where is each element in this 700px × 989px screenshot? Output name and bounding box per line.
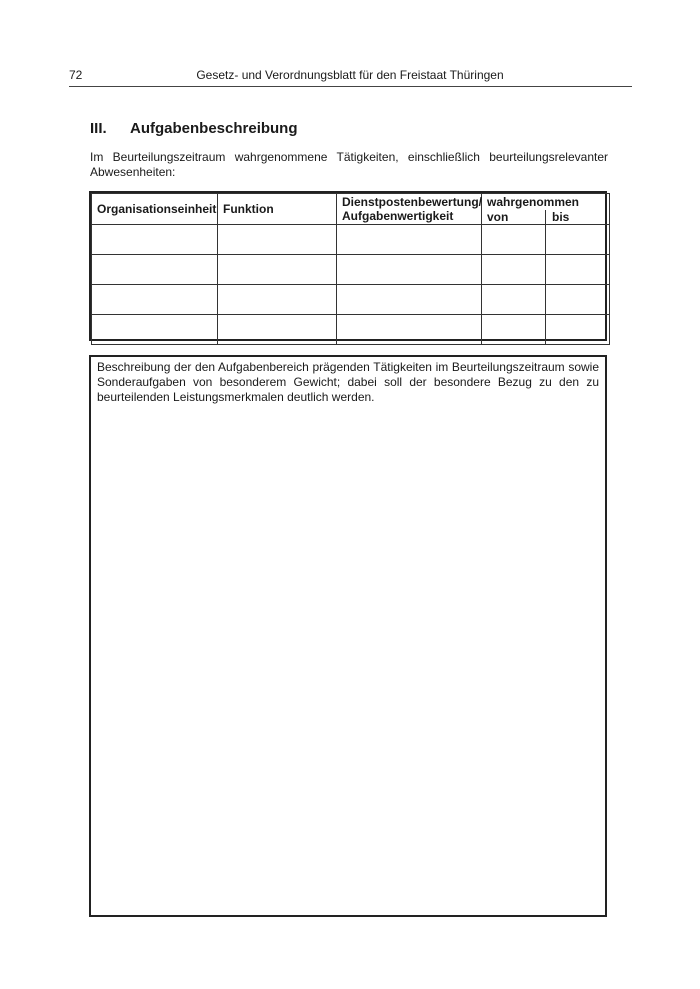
running-header-title: Gesetz- und Verordnungsblatt für den Freistaat Thüringen xyxy=(196,68,504,82)
cell-org-unit[interactable] xyxy=(92,285,218,315)
cell-function[interactable] xyxy=(218,285,337,315)
column-header-post-rating xyxy=(337,194,482,225)
cell-to[interactable] xyxy=(546,255,610,285)
cell-org-unit[interactable] xyxy=(92,315,218,345)
table-row xyxy=(92,225,610,255)
column-header-function: Funktion xyxy=(218,194,337,225)
task-table xyxy=(89,191,607,341)
section-title: Aufgabenbeschreibung xyxy=(130,120,298,137)
cell-post-rating[interactable] xyxy=(337,225,482,255)
table-header-row xyxy=(92,194,610,225)
page-number: 72 xyxy=(69,68,83,82)
post-rating-line2: Aufgabenwertigkeit xyxy=(342,209,454,223)
cell-org-unit[interactable] xyxy=(92,225,218,255)
cell-post-rating[interactable] xyxy=(337,285,482,315)
cell-from[interactable] xyxy=(482,285,546,315)
cell-post-rating[interactable] xyxy=(337,315,482,345)
cell-to[interactable] xyxy=(546,225,610,255)
cell-function[interactable] xyxy=(218,225,337,255)
cell-to[interactable] xyxy=(546,315,610,345)
column-header-period xyxy=(482,194,610,225)
section-heading xyxy=(90,120,298,137)
cell-from[interactable] xyxy=(482,255,546,285)
task-description-instruction: Beschreibung der den Aufgabenbereich prägenden Tätigkeiten im Beurteilungszeitraum sowie Sonderaufgaben von besonderem Gewicht; dabei soll der besondere Bezug zu den zu beurteilenden Leistungsmerkmalen deutlich werden. xyxy=(97,360,599,404)
column-header-org-unit: Organisationseinheit xyxy=(92,194,218,225)
period-to-label: bis xyxy=(545,210,569,224)
table-row xyxy=(92,315,610,345)
cell-function[interactable] xyxy=(218,255,337,285)
section-intro: Im Beurteilungszeitraum wahrgenommene Tätigkeiten, einschließlich beurteilungsrelevanter Abwesenheiten: xyxy=(90,150,608,179)
cell-from[interactable] xyxy=(482,315,546,345)
cell-function[interactable] xyxy=(218,315,337,345)
task-description-box[interactable] xyxy=(89,355,607,917)
period-from-label: von xyxy=(487,210,509,224)
table-row xyxy=(92,255,610,285)
period-label: wahrgenommen xyxy=(487,195,580,209)
cell-from[interactable] xyxy=(482,225,546,255)
section-number: III. xyxy=(90,120,107,137)
post-rating-line1: Dienstpostenbewertung/ xyxy=(342,195,483,209)
cell-post-rating[interactable] xyxy=(337,255,482,285)
table-row xyxy=(92,285,610,315)
cell-org-unit[interactable] xyxy=(92,255,218,285)
header-rule xyxy=(69,86,632,87)
cell-to[interactable] xyxy=(546,285,610,315)
